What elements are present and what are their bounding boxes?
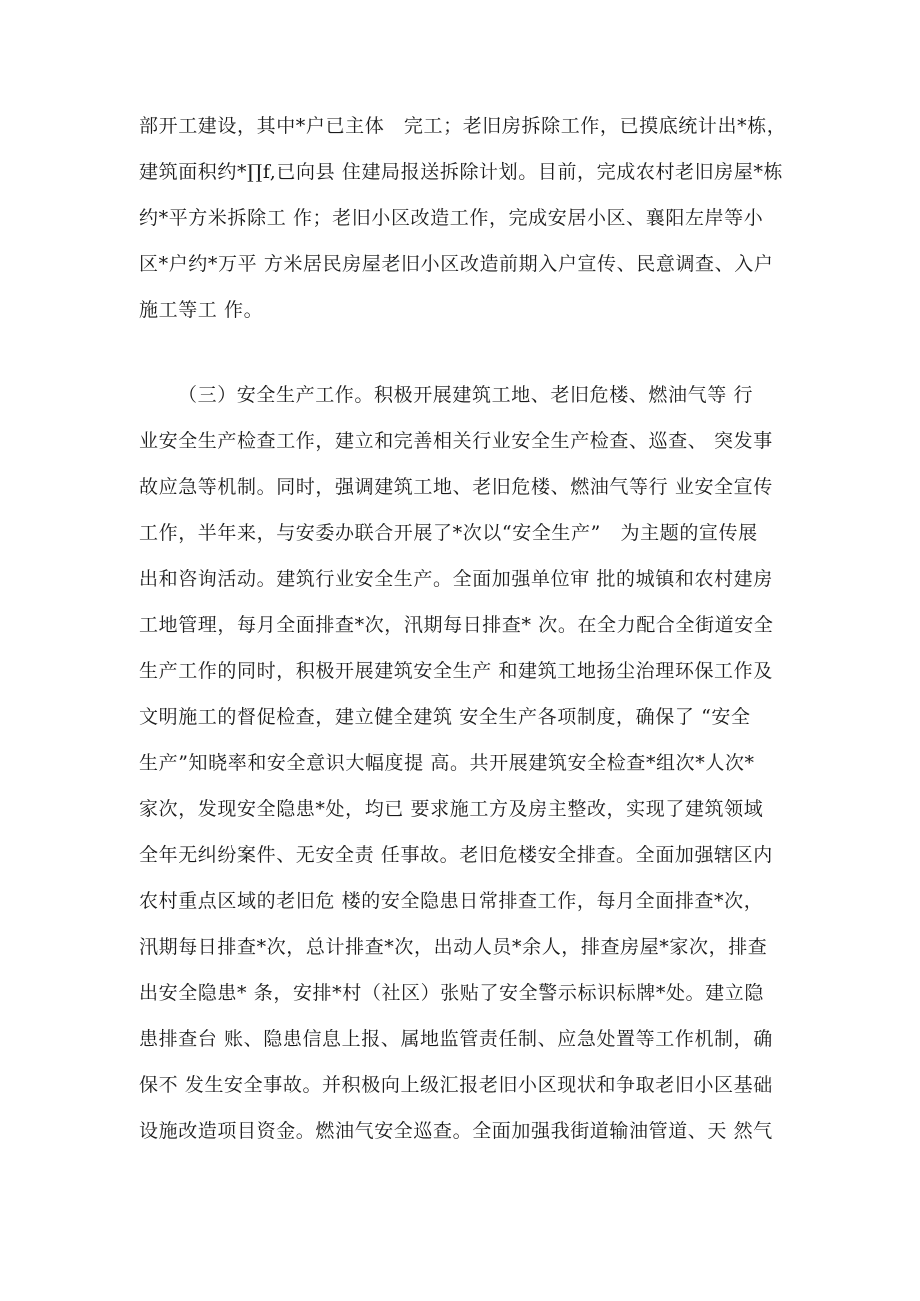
text-line: 文明施工的督促检查，建立健全建筑 安全生产各项制度，确保了 “安全 [139, 706, 751, 728]
text-line: 故应急等机制。同时，强调建筑工地、老旧危楼、燃油气等行 业安全宣传 [139, 476, 773, 498]
text-line: 生产”知晓率和安全意识大幅度提 高。共开展建筑安全检查*组次*人次* [139, 752, 755, 774]
section-heading-line: （三）安全生产工作。积极开展建筑工地、老旧危楼、燃油气等 行 [178, 384, 754, 406]
text-line: 家次，发现安全隐患*处，均已 要求施工方及房主整改，实现了建筑领域 [139, 798, 764, 820]
text-line: 工作，半年来，与安委办联合开展了*次以“安全生产” 为主题的宣传展 [139, 522, 758, 544]
text-line: 约*平方米拆除工 作；老旧小区改造工作，完成安居小区、襄阳左岸等小 [139, 207, 764, 229]
text-line: 生产工作的同时，积极开展建筑安全生产 和建筑工地扬尘治理环保工作及 [139, 660, 773, 682]
text-line: 区*户约*万平 方米居民房屋老旧小区改造前期入户宣传、民意调查、入户 [139, 253, 774, 275]
text-line: 业安全生产检查工作，建立和完善相关行业安全生产检查、巡查、 突发事 [139, 430, 773, 452]
text-line: 全年无纠纷案件、无安全责 任事故。老旧危楼安全排查。全面加强辖区内 [139, 844, 773, 866]
text-line: 汛期每日排查*次，总计排查*次，出动人员*余人，排查房屋*家次，排查 [139, 936, 768, 958]
text-line: 出和咨询活动。建筑行业安全生产。全面加强单位审 批的城镇和农村建房 [139, 568, 773, 590]
text-line: 出安全隐患* 条，安排*村（社区）张贴了安全警示标识标牌*处。建立隐 [139, 982, 764, 1004]
text-line: 保不 发生安全事故。并积极向上级汇报老旧小区现状和争取老旧小区基础 [139, 1074, 773, 1096]
text-line: 患排查台 账、隐患信息上报、属地监管责任制、应急处置等工作机制，确 [139, 1028, 773, 1050]
text-line: 设施改造项目资金。燃油气安全巡查。全面加强我街道输油管道、天 然气 [139, 1120, 773, 1142]
text-line: 施工等工 作。 [139, 299, 264, 321]
text-line: 部开工建设，其中*户已主体 完工；老旧房拆除工作，已摸底统计出*栋， [139, 115, 787, 137]
text-line: 建筑面积约*∏f,已向县 住建局报送拆除计划。目前，完成农村老旧房屋*栋 [139, 161, 784, 183]
text-line: 工地管理，每月全面排查*次，汛期每日排查* 次。在全力配合全街道安全 [139, 614, 774, 636]
text-line: 农村重点区域的老旧危 楼的安全隐患日常排查工作，每月全面排查*次， [139, 890, 764, 912]
